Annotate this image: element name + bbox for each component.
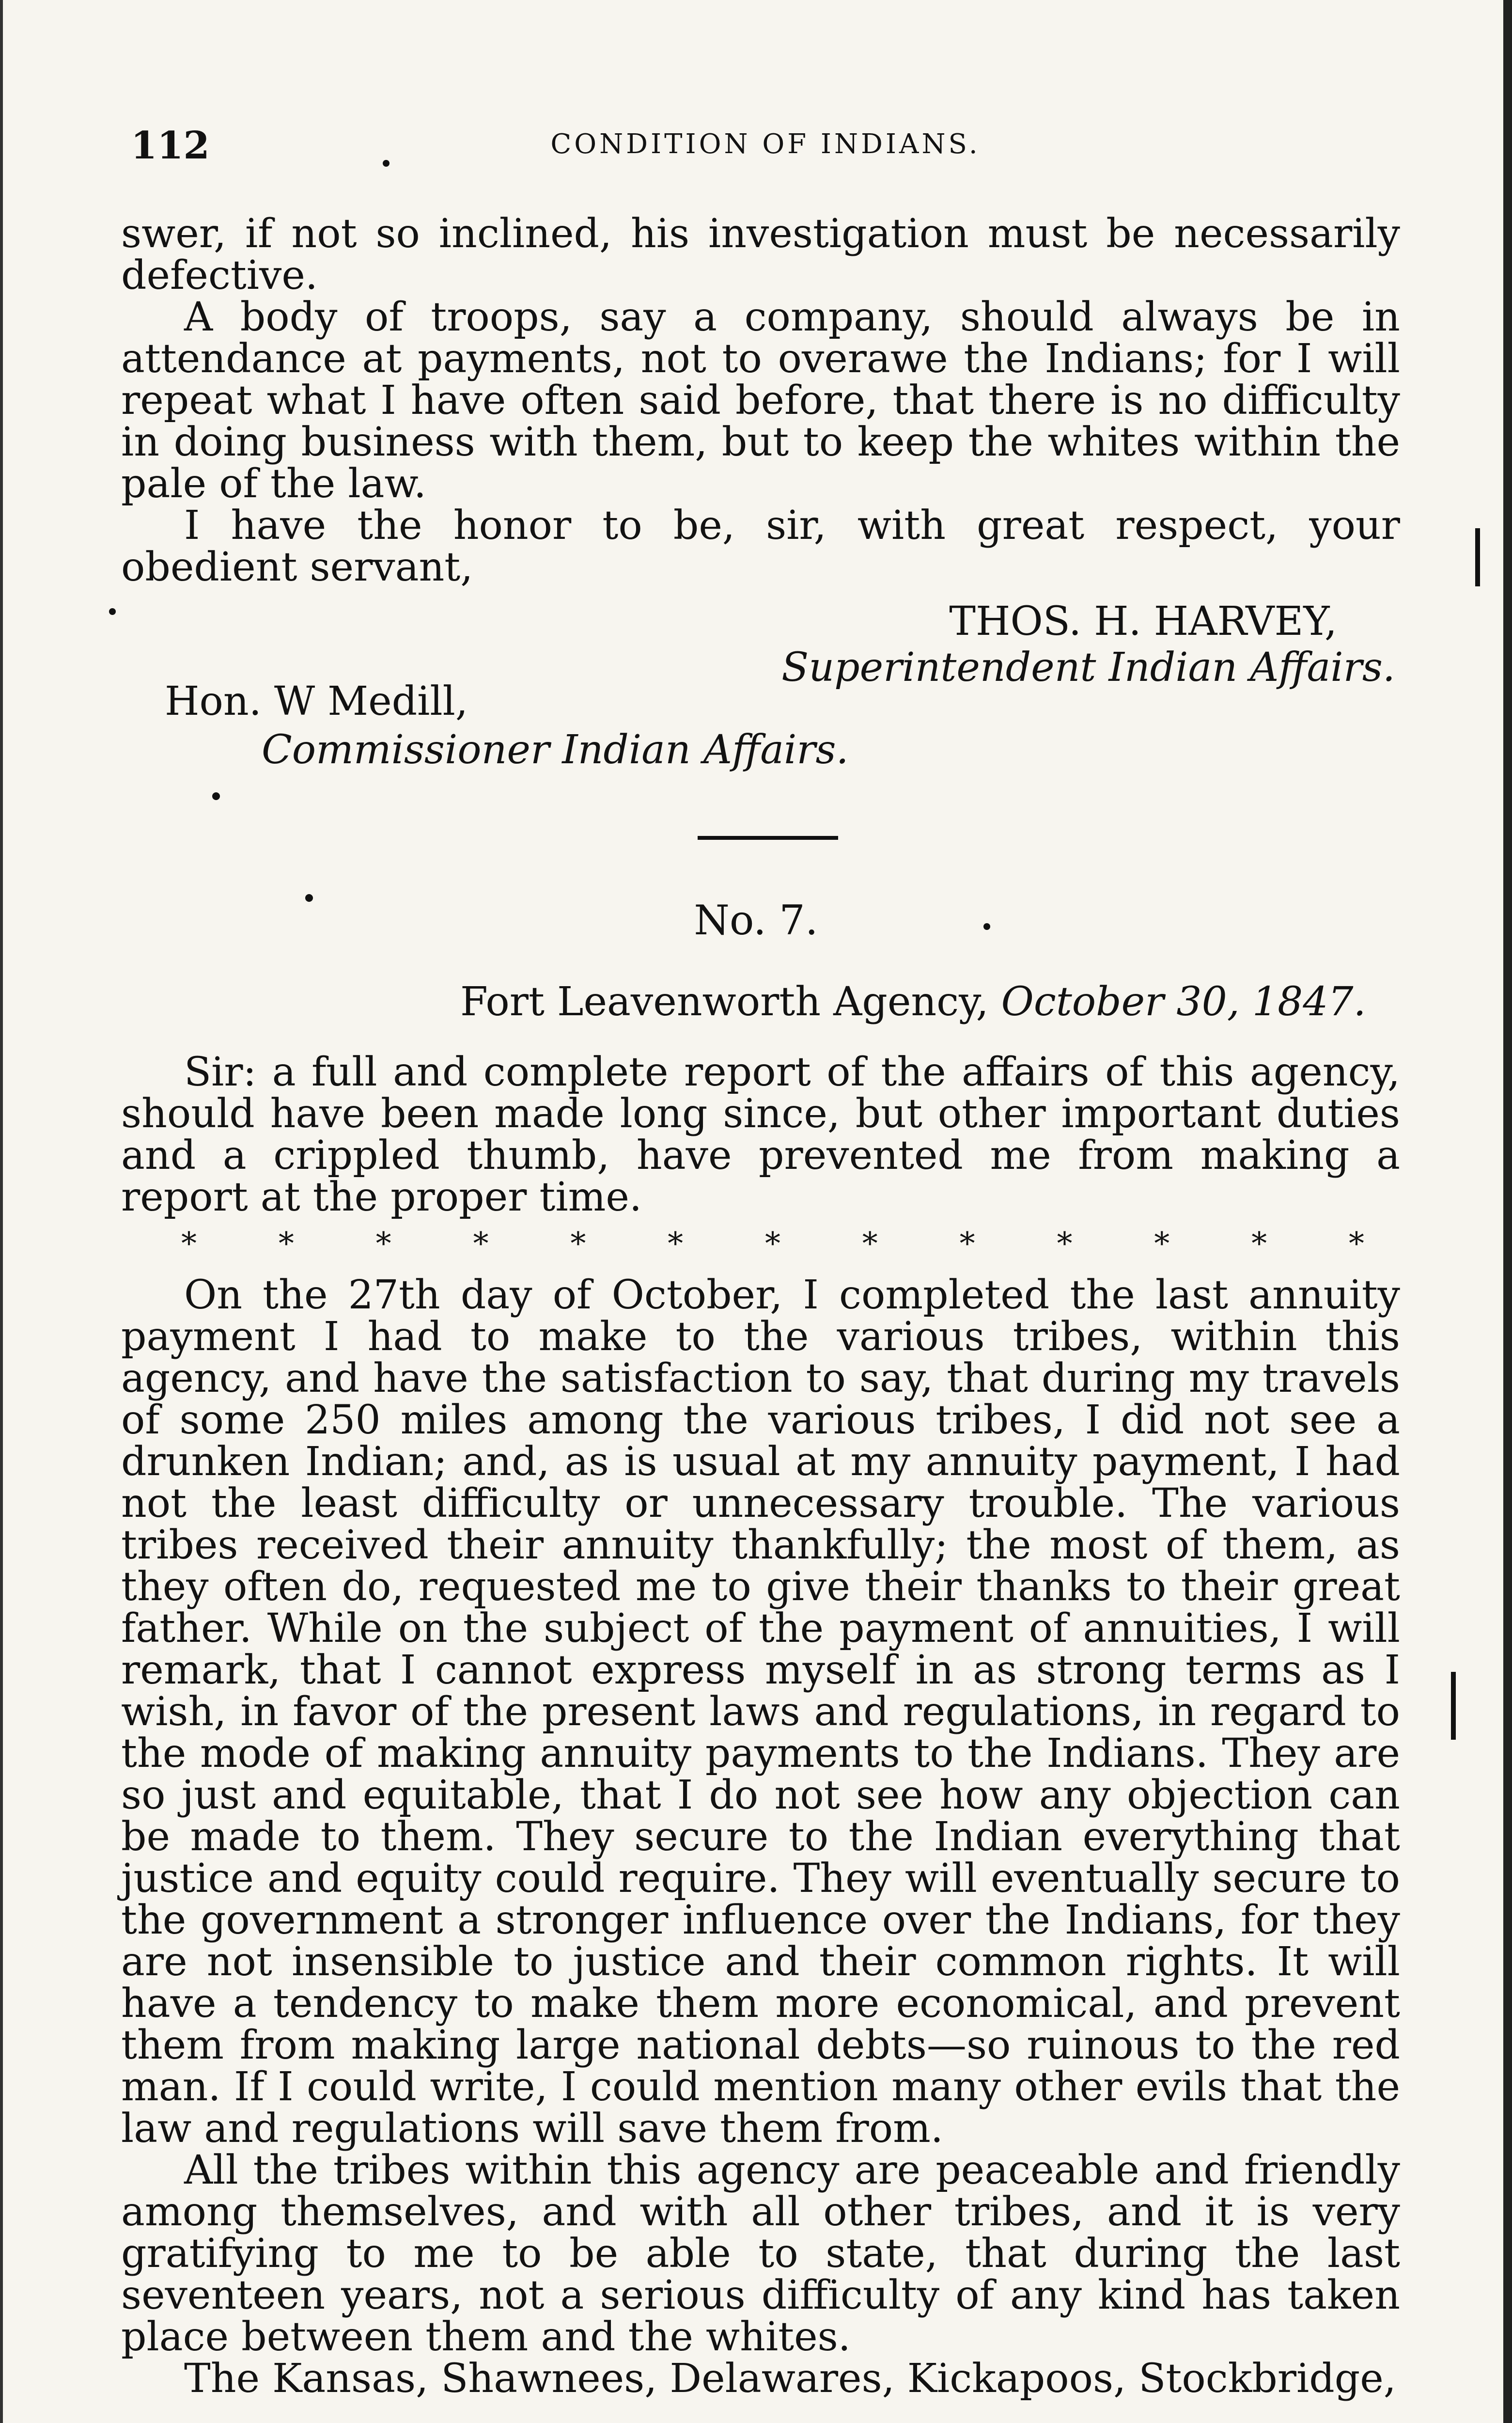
- page-header: [131, 124, 1400, 177]
- omission-asterisks: [179, 1226, 1366, 1262]
- ink-speck: [212, 792, 220, 800]
- margin-mark: [1475, 528, 1480, 586]
- ink-speck: [109, 608, 116, 615]
- asterisk: *: [1154, 1226, 1170, 1262]
- asterisk: *: [1057, 1226, 1073, 1262]
- dateline-place: Fort Leavenworth Agency,: [460, 979, 989, 1025]
- asterisk: *: [764, 1226, 780, 1262]
- asterisk: *: [668, 1226, 684, 1262]
- paragraph-tribes: The Kansas, Shawnees, Delawares, Kickapoos, Stockbridge,: [184, 2356, 1396, 2402]
- asterisk: *: [862, 1226, 878, 1262]
- report-opening: [121, 1049, 1400, 1220]
- page-edge-left: [0, 0, 3, 2423]
- paragraph-closing: I have the honor to be, sir, with great respect, your obedient servant,: [121, 503, 1400, 590]
- section-rule: [698, 836, 838, 840]
- addressee-name: Hon. W Medill,: [165, 678, 468, 724]
- paragraph-continuation: swer, if not so inclined, his investigation must be necessarily defective.: [121, 211, 1400, 299]
- ink-speck: [983, 923, 990, 930]
- running-title: CONDITION OF INDIANS.: [550, 128, 981, 160]
- document-number: No. 7.: [694, 897, 818, 944]
- asterisk: *: [1348, 1226, 1364, 1262]
- asterisk: *: [959, 1226, 975, 1262]
- ink-speck: [383, 160, 390, 167]
- asterisk: *: [473, 1226, 489, 1262]
- asterisk: *: [570, 1226, 586, 1262]
- paragraph-troops: A body of troops, say a company, should always be in attendance at payments, not to overawe the Indians; for I will repeat what I have often said before, that there is no difficulty in doing business with them, but to keep the whites within the pale of the law.: [121, 294, 1400, 507]
- paragraph-peace: All the tribes within this agency are peaceable and friendly among themselves, and with all other tribes, and it is very gratifying to me to be able to state, that during the last seventeen years, not a serious difficulty of any kind has taken place between them and the whites.: [121, 2147, 1400, 2360]
- asterisk: *: [375, 1226, 391, 1262]
- signature-name: THOS. H. HARVEY,: [949, 598, 1337, 645]
- asterisk: *: [181, 1226, 197, 1262]
- paragraph-salutation: Sir: a full and complete report of the affairs of this agency, should have been made long since, but other important duties and a crippled thumb, have prevented me from making a report at the proper time.: [121, 1049, 1400, 1220]
- asterisk: *: [278, 1226, 294, 1262]
- dateline-date: October 30, 1847.: [1001, 979, 1366, 1025]
- dateline: [460, 979, 1366, 1025]
- asterisk: *: [1251, 1226, 1267, 1262]
- continued-letter: [121, 213, 1400, 588]
- ink-speck: [305, 894, 313, 902]
- signature-title: Superintendent Indian Affairs.: [781, 645, 1395, 691]
- paragraph-annuity: On the 27th day of October, I completed the last annuity payment I had to make to the various tribes, within this agency, and have the satisfaction to say, that during my travels of some 250 miles among the various tribes, I did not see a drunken Indian; and, as is usual at my annuity payment, I had not the least difficulty or unnecessary trouble. The various tribes received their annuity thankfully; the most of them, as they often do, requested me to give their thanks to their great father. While on the subject of the payment of annuities, I will remark, that I cannot express myself in as strong terms as I wish, in favor of the present laws and regulations, in regard to the mode of making annuity payments to the Indians. They are so just and equitable, that I do not see how any objection can be made to them. They secure to the Indian everything that justice and equity could require. They will eventually secure to the government a stronger influence over the Indians, for they are not insensible to justice and their common rights. It will have a tendency to make them more economical, and prevent them from making large national debts—so ruinous to the red man. If I could write, I could mention many other evils that the law and regulations will save them from.: [121, 1272, 1400, 2152]
- page-number: 112: [131, 124, 210, 168]
- report-body: [121, 1274, 1400, 2400]
- page-edge-right: [1503, 0, 1512, 2423]
- margin-mark: [1451, 1672, 1456, 1740]
- addressee-title: Commissioner Indian Affairs.: [262, 727, 849, 773]
